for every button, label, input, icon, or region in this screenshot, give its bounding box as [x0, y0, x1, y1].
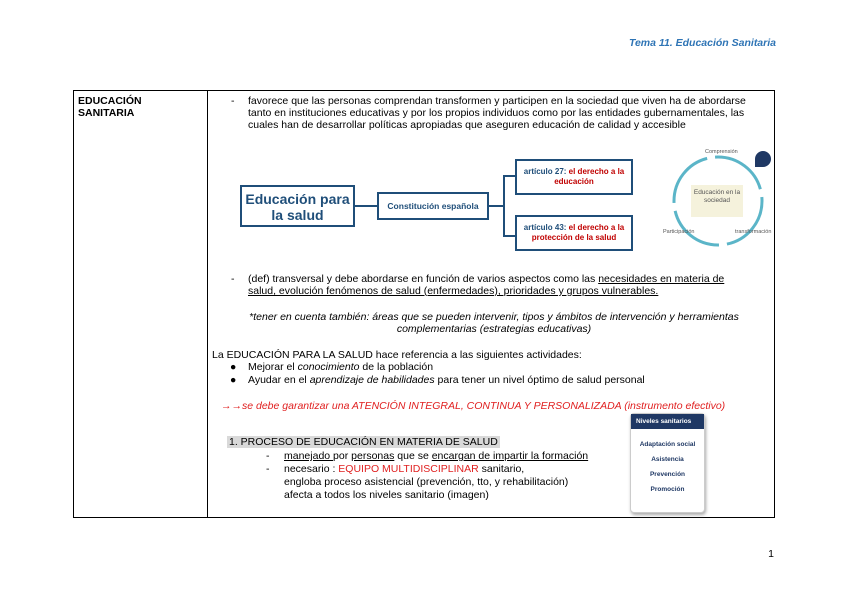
nivel-item: Promoción — [650, 486, 685, 493]
connector-line — [355, 205, 377, 207]
circle-top-label: Comprensión — [705, 149, 738, 155]
nivel-item: Adaptación social — [639, 441, 696, 448]
dash-marker: - — [266, 463, 270, 475]
actividad-conocimiento: Mejorar el conocimiento de la población — [248, 361, 434, 373]
proceso-necesario: necesario : EQUIPO MULTIDISCIPLINAR sanitario, — [284, 463, 525, 475]
circle-left-label: Participación — [663, 229, 695, 235]
paragraph-favorece: favorece que las personas comprendan transformen y participen en la sociedad que viven ha de abordarse tanto en instituciones educativas y por los propios individuos como por las entidades gubernamentales, las cuales han de desarrollar políticas apropiadas que aseguren educación de calidad y accesible — [248, 95, 746, 131]
dash-marker: - — [266, 450, 270, 462]
dash-marker: - — [231, 273, 235, 285]
connector-line — [489, 205, 503, 207]
diagram-art43-box: artículo 43: el derecho a la protección de la salud — [515, 215, 633, 251]
proceso-manejado: manejado por personas que se encargan de impartir la formación — [284, 450, 589, 462]
circle-right-label: transformación — [735, 229, 772, 235]
content-table — [73, 90, 775, 518]
diagram-main-box: Educación para la salud — [240, 185, 355, 227]
bullet-dot: ● — [230, 374, 237, 386]
niveles-sanitarios-image — [630, 413, 705, 513]
actividades-intro: La EDUCACIÓN PARA LA SALUD hace referencia a las siguientes actividades: — [212, 349, 582, 361]
paragraph-def: (def) transversal y debe abordarse en función de varios aspectos como las necesidades en materia de salud, evolución fenómenos de salud (enfermedades), prioridades y grupos vulnerables. — [248, 273, 725, 297]
connector-line — [503, 235, 515, 237]
actividad-habilidades: Ayudar en el aprendizaje de habilidades para tener un nivel óptimo de salud personal — [248, 374, 645, 386]
nivel-item: Asistencia — [651, 456, 684, 463]
atencion-integral-note: →→se debe garantizar una ATENCIÓN INTEGRAL, CONTINUA Y PERSONALIZADA (instrumento efectivo) — [221, 400, 726, 412]
section-label: EDUCACIÓN SANITARIA — [78, 95, 142, 119]
connector-line — [503, 175, 505, 237]
connector-line — [503, 175, 515, 177]
bullet-dot: ● — [230, 361, 237, 373]
diagram-art27-box: artículo 27: el derecho a la educación — [515, 159, 633, 195]
nivel-item: Prevención — [649, 471, 686, 478]
page-number: 1 — [768, 548, 774, 560]
proceso-afecta: afecta a todos los niveles sanitario (imagen) — [284, 489, 489, 501]
proceso-engloba: engloba proceso asistencial (prevención, tto, y rehabilitación) — [284, 476, 569, 488]
education-diagram-image — [217, 147, 774, 259]
column-divider — [207, 91, 208, 517]
dash-marker: - — [231, 95, 235, 107]
proceso-heading: 1. PROCESO DE EDUCACIÓN EN MATERIA DE SALUD — [229, 436, 498, 448]
niveles-title: Niveles sanitarios — [631, 414, 704, 429]
diagram-constitucion-box: Constitución española — [377, 192, 489, 220]
circle-center-label: Educación en la sociedad — [691, 185, 743, 217]
page-header-title: Tema 11. Educación Sanitaria — [628, 37, 776, 49]
note-tener-en-cuenta: *tener en cuenta también: áreas que se pueden intervenir, tipos y ámbitos de intervención y herramientas complementarias (estrategias educativas) — [249, 311, 739, 335]
